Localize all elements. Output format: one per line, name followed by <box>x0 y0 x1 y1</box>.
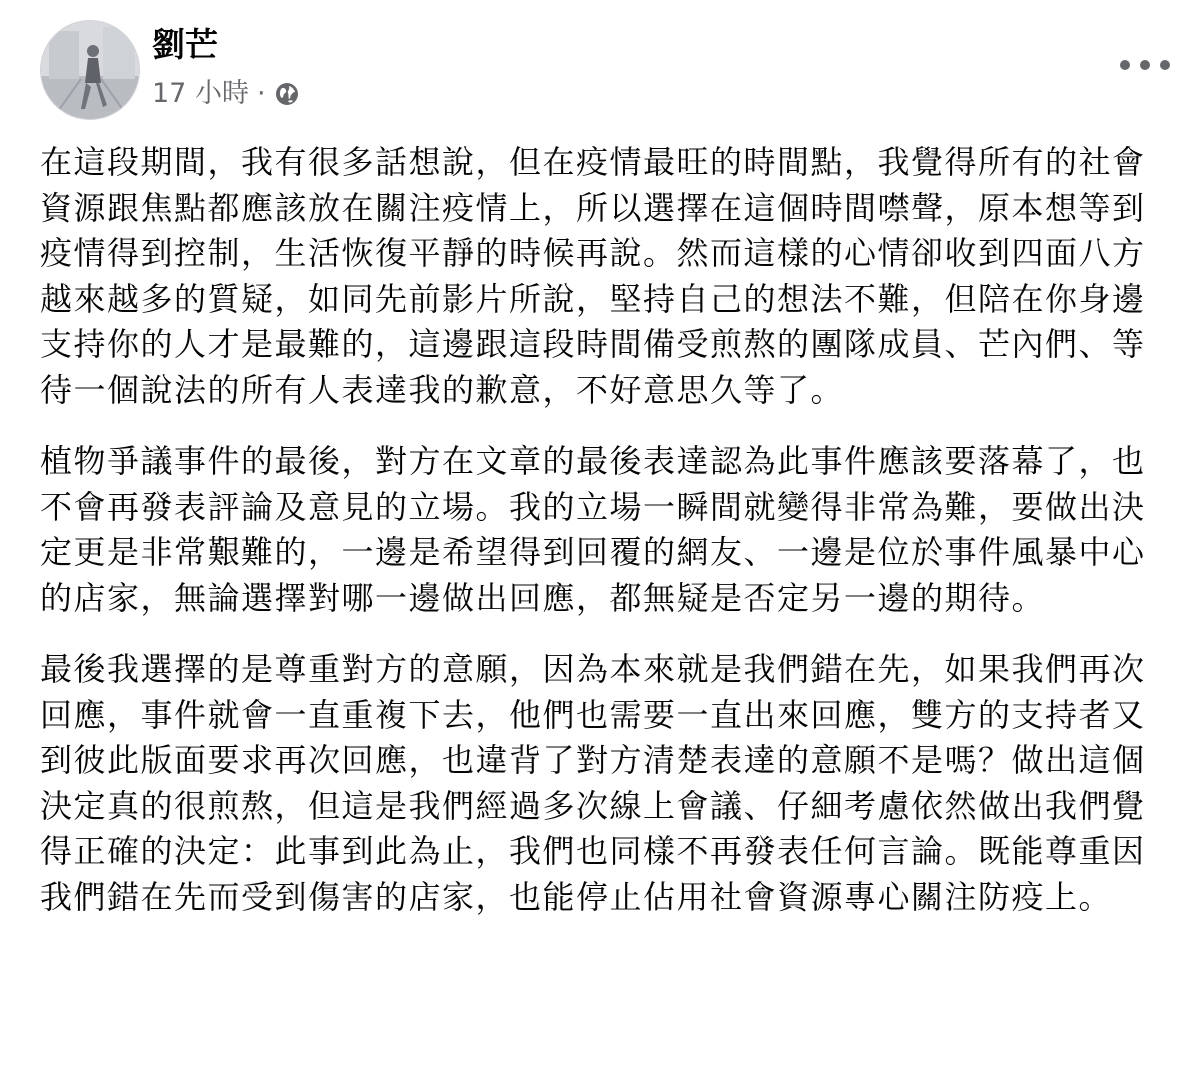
separator-dot: · <box>256 78 266 109</box>
post-body <box>40 140 1165 946</box>
post-paragraph: 植物爭議事件的最後，對方在文章的最後表達認為此事件應該要落幕了，也不會再發表評論及意見的立場。我的立場一瞬間就變得非常為難，要做出決定更是非常艱難的，一邊是希望得到回覆的網友、一邊是位於事件風暴中心的店家，無論選擇對哪一邊做出回應，都無疑是否定另一邊的期待。 <box>40 442 1146 617</box>
more-dot <box>1120 60 1130 70</box>
more-dot <box>1160 60 1170 70</box>
post-paragraph: 最後我選擇的是尊重對方的意願，因為本來就是我們錯在先，如果我們再次回應，事件就會一直重複下去，他們也需要一直出來回應，雙方的支持者又到彼此版面要求再次回應，也違背了對方清楚表達的意願不是嗎？做出這個決定真的很煎熬，但這是我們經過多次線上會議、仔細考慮依然做出我們覺得正確的決定：此事到此為止，我們也同樣不再發表任何言論。既能尊重因我們錯在先而受到傷害的店家，也能停止佔用社會資源專心關注防疫上。 <box>40 650 1146 916</box>
more-dot <box>1140 60 1150 70</box>
avatar-photo <box>41 21 140 120</box>
globe-icon[interactable] <box>274 81 300 107</box>
author-name[interactable]: 劉芒 <box>152 25 218 64</box>
more-options-icon[interactable] <box>1120 50 1170 80</box>
post-paragraph: 在這段期間，我有很多話想說，但在疫情最旺的時間點，我覺得所有的社會資源跟焦點都應該放在關注疫情上，所以選擇在這個時間噤聲，原本想等到疫情得到控制，生活恢復平靜的時候再說。然而這樣的心情卻收到四面八方越來越多的質疑，如同先前影片所說，堅持自己的想法不難，但陪在你身邊支持你的人才是最難的，這邊跟這段時間備受煎熬的團隊成員、芒內們、等待一個說法的所有人表達我的歉意，不好意思久等了。 <box>40 143 1146 409</box>
post-timestamp[interactable]: 17 小時 <box>152 78 249 109</box>
avatar[interactable] <box>40 20 140 120</box>
post-subline <box>152 76 300 112</box>
post-header <box>40 20 1170 120</box>
post-meta <box>152 22 300 112</box>
